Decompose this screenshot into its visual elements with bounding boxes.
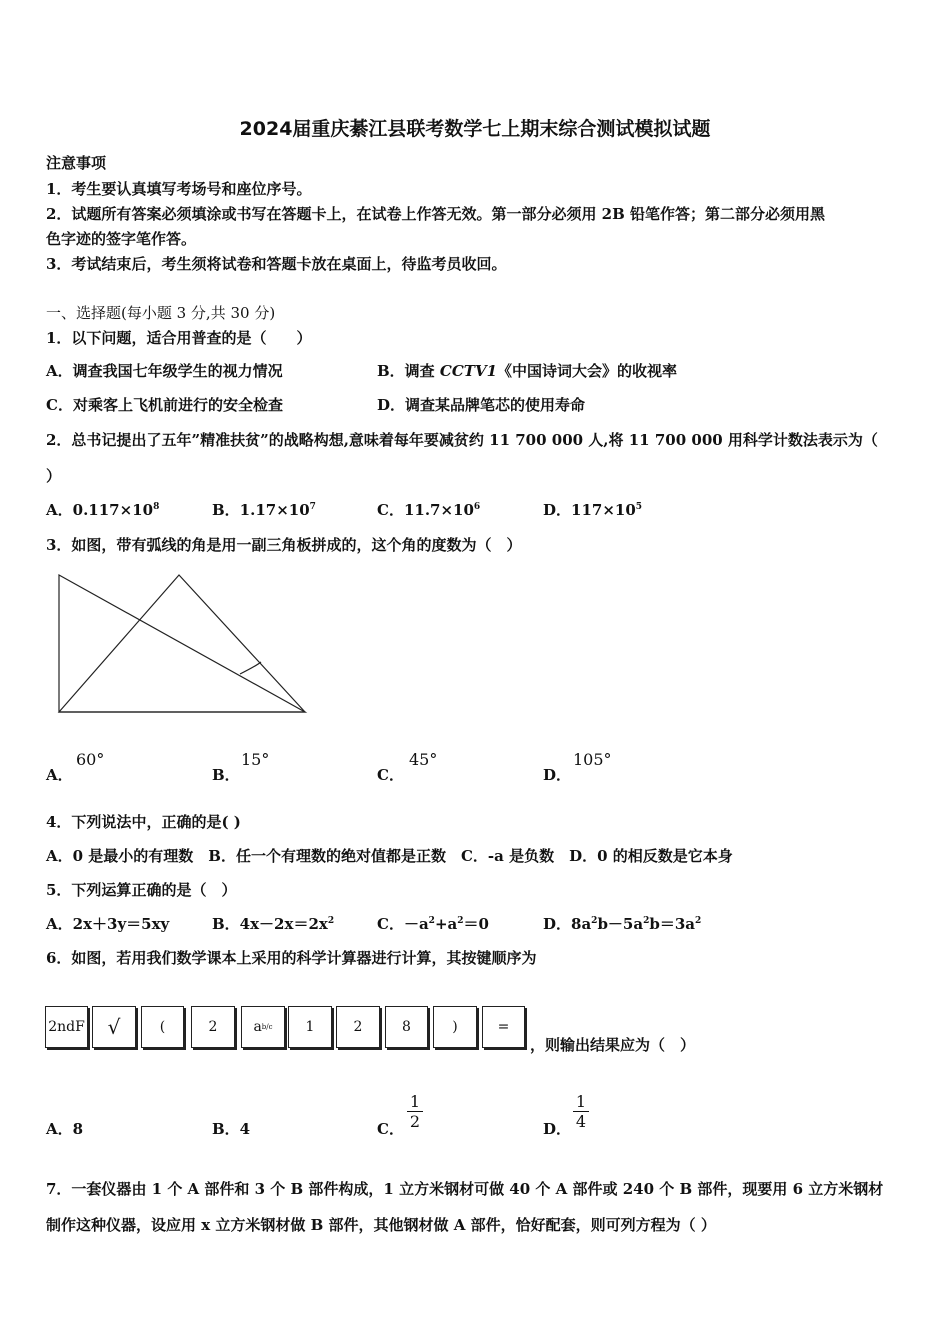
q1-option-c: C．对乘客上飞机前进行的安全检查	[46, 396, 283, 414]
key-1: 1	[288, 1006, 332, 1048]
triangle-figure	[55, 570, 315, 720]
angle-arc	[240, 662, 261, 674]
key-2: 2	[191, 1006, 235, 1048]
page-title: 2024届重庆綦江县联考数学七上期末综合测试模拟试题	[239, 118, 711, 140]
q6-option-c: C．	[377, 1120, 404, 1138]
q7-line-2: 制作这种仪器，设应用 x 立方米钢材做 B 部件，其他钢材做 A 部件，恰好配套，则可列方程为（ ）	[46, 1216, 716, 1234]
right-triangle-45	[59, 575, 305, 712]
q3-option-b: B．	[212, 766, 240, 784]
q1-option-b: B．调查 CCTV1《中国诗词大会》的收视率	[377, 362, 678, 380]
q2-option-c: C．$11.7\times 10^6$	[377, 501, 481, 519]
key-sqrt: √	[92, 1006, 136, 1048]
q3-option-c: C．	[377, 766, 404, 784]
q2-stem: 2．总书记提出了五年”精准扶贫”的战略构想,意味着每年要减贫约 11 700 000 人,将 11 700 000 用科学计数法表示为（	[46, 431, 878, 449]
notice-item-3: 3．考试结束后，考生须将试卷和答题卡放在桌面上，待监考员收回。	[46, 255, 507, 273]
q2-stem-cont: ）	[46, 467, 62, 485]
q5-option-a: A．2x＋3y＝5xy	[46, 915, 170, 933]
q4-options: A．0 是最小的有理数 B．任一个有理数的绝对值都是正数 C．-a 是负数 D．0 的相反数是它本身	[46, 847, 733, 865]
q6-option-d: D．	[543, 1120, 572, 1138]
q4-stem: 4．下列说法中，正确的是( )	[46, 813, 241, 831]
key-close-paren: )	[433, 1006, 477, 1048]
notice-heading: 注意事项	[46, 154, 107, 172]
q5-option-c: C．$-a^2+a^2=0$	[377, 915, 489, 933]
key-2ndf: 2ndF	[45, 1006, 88, 1048]
key-open-paren: (	[141, 1006, 184, 1048]
q3-value-d: 105°	[573, 750, 612, 769]
q2-option-d: D．$117\times 10^5$	[543, 501, 643, 519]
q5-stem: 5．下列运算正确的是（ ）	[46, 881, 237, 899]
q1-stem: 1．以下问题，适合用普查的是（ ）	[46, 329, 312, 347]
q3-option-d: D．	[543, 766, 572, 784]
q3-value-c: 45°	[409, 750, 438, 769]
q7-line-1: 7．一套仪器由 1 个 A 部件和 3 个 B 部件构成，1 立方米钢材可做 40 个 A 部件或 240 个 B 部件，现要用 6 立方米钢材	[46, 1180, 884, 1198]
q5-option-b: B．$4x-2x=2x^2$	[212, 915, 335, 933]
q6-stem: 6．如图，若用我们数学课本上采用的科学计算器进行计算，其按键顺序为	[46, 949, 537, 967]
section-heading: 一、选择题(每小题 3 分,共 30 分)	[46, 304, 276, 322]
q3-value-b: 15°	[241, 750, 270, 769]
key-2b: 2	[336, 1006, 380, 1048]
q6-fraction-d: $\frac{1}{4}$	[573, 1093, 589, 1132]
q5-option-d: D．$8a^2b-5a^2b=3a^2$	[543, 915, 702, 933]
q3-option-a: A．	[46, 766, 73, 784]
notice-item-2: 2．试题所有答案必须填涂或书写在答题卡上，在试卷上作答无效。第一部分必须用 2B 铅笔作答；第二部分必须用黑	[46, 205, 826, 223]
key-8: 8	[385, 1006, 428, 1048]
q1-option-a: A．调查我国七年级学生的视力情况	[46, 362, 283, 380]
notice-item-2-cont: 色字迹的签字笔作答。	[46, 230, 197, 248]
q3-value-a: 60°	[76, 750, 105, 769]
q2-option-a: A．$0.117\times 10^8$	[46, 501, 160, 519]
q6-fraction-c: $\frac{1}{2}$	[407, 1093, 423, 1132]
q6-option-b: B．4	[212, 1120, 251, 1138]
notice-item-1: 1．考生要认真填写考场号和座位序号。	[46, 180, 312, 198]
q2-option-b: B．$1.17\times 10^7$	[212, 501, 316, 519]
q3-stem: 3．如图，带有弧线的角是用一副三角板拼成的，这个角的度数为（ ）	[46, 536, 522, 554]
key-ab-c: a b/c	[241, 1006, 285, 1048]
q6-tail: ，则输出结果应为（ ）	[530, 1036, 696, 1054]
key-equals: =	[482, 1006, 525, 1048]
q1-option-d: D．调查某品牌笔芯的使用寿命	[377, 396, 586, 414]
q6-option-a: A．8	[46, 1120, 84, 1138]
